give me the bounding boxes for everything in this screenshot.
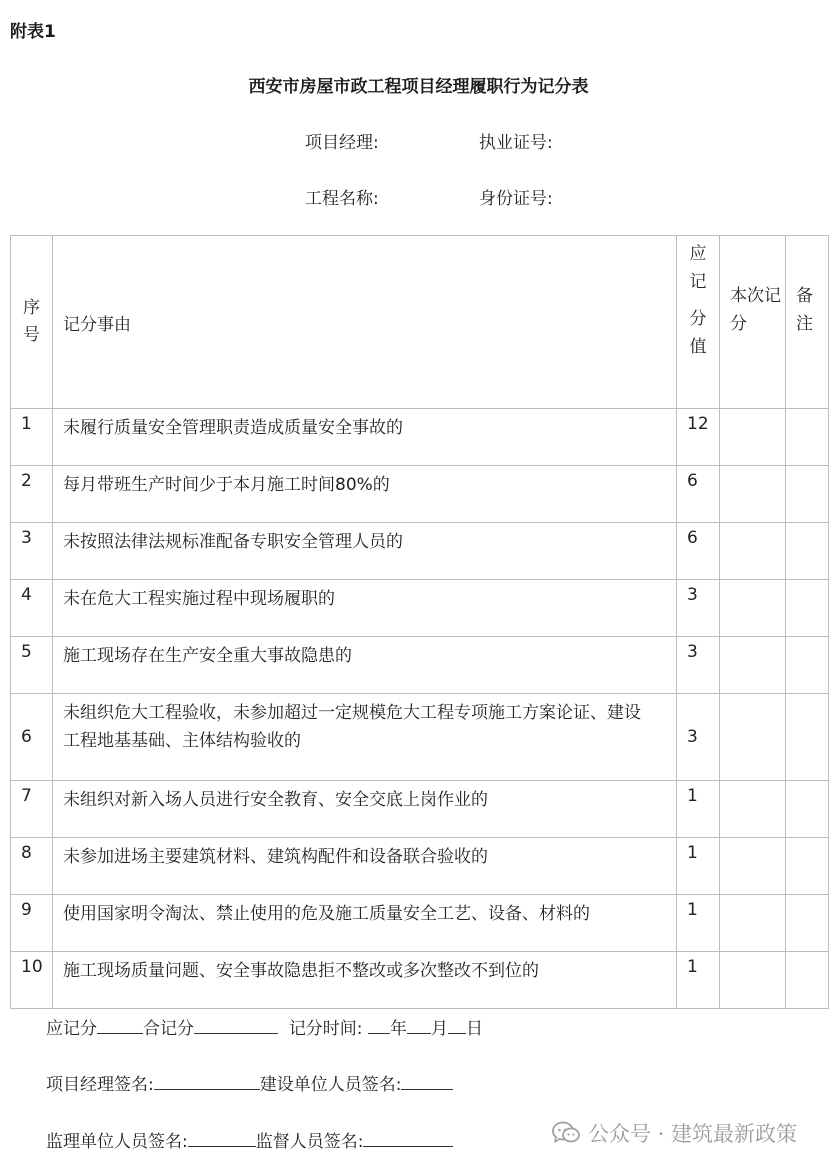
watermark xyxy=(552,1118,797,1148)
row-note-cell[interactable] xyxy=(786,523,829,580)
score-table xyxy=(10,235,829,1009)
row-note-cell[interactable] xyxy=(786,838,829,895)
wechat-icon xyxy=(552,1121,580,1145)
row-note-cell[interactable] xyxy=(786,580,829,637)
table-row xyxy=(11,523,829,580)
table-row xyxy=(11,781,829,838)
row-no: 2 xyxy=(11,466,53,523)
header-note-line2: 注 xyxy=(796,314,813,334)
row-no: 4 xyxy=(11,580,53,637)
row-no: 5 xyxy=(11,637,53,694)
score-summary-line xyxy=(46,1014,483,1039)
header-current-line2: 分 xyxy=(730,314,747,334)
header-value-line3: 分 xyxy=(689,309,707,329)
row-note-cell[interactable] xyxy=(786,895,829,952)
row-reason: 未按照法律法规标准配备专职安全管理人员的 xyxy=(53,523,677,580)
header-value xyxy=(677,236,720,409)
row-value: 6 xyxy=(677,523,720,580)
row-current-cell[interactable] xyxy=(720,580,786,637)
table-row xyxy=(11,580,829,637)
row-value: 6 xyxy=(677,466,720,523)
supervisor-sign-label: 监督人员签名: xyxy=(255,1132,364,1152)
row-current-cell[interactable] xyxy=(720,895,786,952)
row-reason: 使用国家明令淘汰、禁止使用的危及施工质量安全工艺、设备、材料的 xyxy=(53,895,677,952)
document-title: 西安市房屋市政工程项目经理履职行为记分表 xyxy=(248,77,589,97)
row-reason: 施工现场存在生产安全重大事故隐患的 xyxy=(53,637,677,694)
supervisor-sign-blank[interactable] xyxy=(363,1132,453,1147)
row-reason: 未履行质量安全管理职责造成质量安全事故的 xyxy=(53,409,677,466)
row-reason-line1: 未组织危大工程验收，未参加超过一定规模危大工程专项施工方案论证、建设 xyxy=(63,703,641,723)
should-score-blank[interactable] xyxy=(97,1019,143,1034)
header-no xyxy=(11,236,53,409)
header-reason: 记分事由 xyxy=(53,236,677,409)
license-label: 执业证号: xyxy=(479,133,553,153)
day-label: 日 xyxy=(465,1019,483,1039)
should-score-label: 应记分 xyxy=(46,1019,97,1039)
manager-sign-label: 项目经理签名: xyxy=(46,1075,154,1095)
row-value: 3 xyxy=(677,637,720,694)
row-reason-line2: 工程地基基础、主体结构验收的 xyxy=(63,731,301,751)
row-value: 1 xyxy=(677,838,720,895)
row-reason: 每月带班生产时间少于本月施工时间80%的 xyxy=(53,466,677,523)
row-no: 10 xyxy=(11,952,53,1009)
header-current xyxy=(720,236,786,409)
row-reason: 未组织对新入场人员进行安全教育、安全交底上岗作业的 xyxy=(53,781,677,838)
header-no-line1: 序 xyxy=(23,298,40,318)
row-value: 12 xyxy=(677,409,720,466)
header-no-line2: 号 xyxy=(23,325,40,345)
watermark-text: 公众号 · 建筑最新政策 xyxy=(588,1122,798,1146)
row-current-cell[interactable] xyxy=(720,523,786,580)
month-label: 月 xyxy=(430,1019,448,1039)
row-current-cell[interactable] xyxy=(720,409,786,466)
attachment-label: 附表1 xyxy=(10,22,56,42)
day-blank[interactable] xyxy=(448,1019,466,1034)
row-no: 8 xyxy=(11,838,53,895)
row-value: 1 xyxy=(677,895,720,952)
row-note-cell[interactable] xyxy=(786,637,829,694)
manager-sign-blank[interactable] xyxy=(154,1075,260,1090)
row-reason: 未参加进场主要建筑材料、建筑构配件和设备联合验收的 xyxy=(53,838,677,895)
score-time-label: 记分时间: xyxy=(288,1019,363,1039)
row-reason: 未在危大工程实施过程中现场履职的 xyxy=(53,580,677,637)
row-note-cell[interactable] xyxy=(786,466,829,523)
row-current-cell[interactable] xyxy=(720,466,786,523)
total-score-blank[interactable] xyxy=(194,1019,278,1034)
table-row xyxy=(11,838,829,895)
signature-line-2 xyxy=(46,1127,453,1152)
row-value: 3 xyxy=(677,580,720,637)
month-blank[interactable] xyxy=(407,1019,431,1034)
info-row-2 xyxy=(0,184,837,208)
header-value-line2: 记 xyxy=(689,272,707,292)
table-row xyxy=(11,637,829,694)
row-current-cell[interactable] xyxy=(720,781,786,838)
table-row xyxy=(11,895,829,952)
header-value-line4: 值 xyxy=(689,337,707,357)
total-score-label: 合记分 xyxy=(143,1019,194,1039)
row-no: 3 xyxy=(11,523,53,580)
info-row-1 xyxy=(0,128,837,152)
id-number-label: 身份证号: xyxy=(479,189,553,209)
row-current-cell[interactable] xyxy=(720,838,786,895)
row-note-cell[interactable] xyxy=(786,694,829,781)
builder-sign-label: 建设单位人员签名: xyxy=(259,1075,402,1095)
row-current-cell[interactable] xyxy=(720,694,786,781)
row-current-cell[interactable] xyxy=(720,952,786,1009)
row-note-cell[interactable] xyxy=(786,409,829,466)
table-row xyxy=(11,409,829,466)
row-no: 9 xyxy=(11,895,53,952)
row-no: 7 xyxy=(11,781,53,838)
header-value-line1: 应 xyxy=(689,244,707,264)
supervisor-unit-sign-label: 监理单位人员签名: xyxy=(46,1132,188,1152)
header-note-line1: 备 xyxy=(796,286,813,306)
project-name-label: 工程名称: xyxy=(305,189,379,209)
row-value: 1 xyxy=(677,952,720,1009)
manager-label: 项目经理: xyxy=(305,133,379,153)
table-row xyxy=(11,466,829,523)
row-no: 6 xyxy=(11,694,53,781)
header-note xyxy=(786,236,829,409)
table-row xyxy=(11,694,829,781)
row-reason: 施工现场质量问题、安全事故隐患拒不整改或多次整改不到位的 xyxy=(53,952,677,1009)
row-note-cell[interactable] xyxy=(786,952,829,1009)
year-blank[interactable] xyxy=(368,1019,390,1034)
row-no: 1 xyxy=(11,409,53,466)
header-current-line1: 本次记 xyxy=(730,286,781,306)
row-note-cell[interactable] xyxy=(786,781,829,838)
supervisor-unit-sign-blank[interactable] xyxy=(188,1132,256,1147)
year-label: 年 xyxy=(389,1019,407,1039)
row-value: 3 xyxy=(677,694,720,781)
row-current-cell[interactable] xyxy=(720,637,786,694)
row-reason xyxy=(53,694,677,781)
builder-sign-blank[interactable] xyxy=(401,1075,453,1090)
table-row xyxy=(11,952,829,1009)
row-value: 1 xyxy=(677,781,720,838)
signature-line-1 xyxy=(46,1070,453,1095)
table-header-row xyxy=(11,236,829,409)
